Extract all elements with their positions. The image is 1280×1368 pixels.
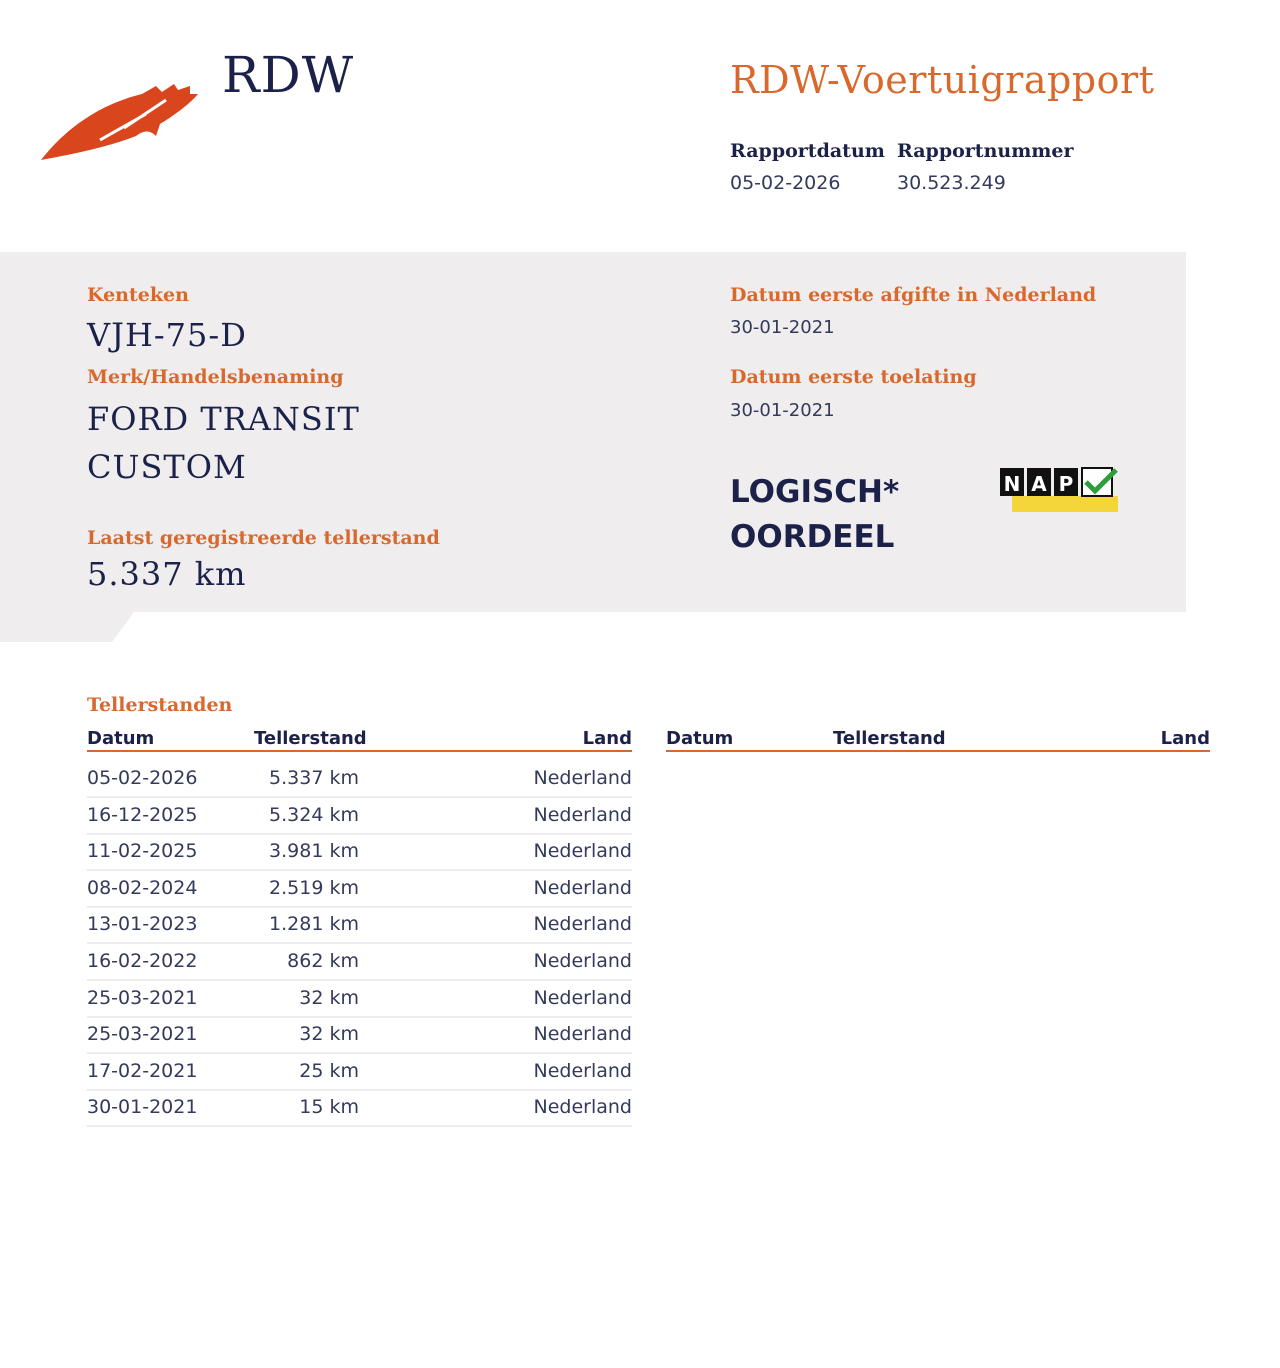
table-row <box>87 797 632 835</box>
odometer-value: 5.337 km <box>87 555 247 593</box>
row-date: 16-12-2025 <box>87 803 198 826</box>
report-date-value: 05-02-2026 <box>730 172 841 194</box>
row-country: Nederland <box>533 1023 632 1046</box>
plate-value: VJH-75-D <box>87 316 247 354</box>
make-value-line2: CUSTOM <box>87 448 247 486</box>
table-row <box>87 833 632 871</box>
col-header-date: Datum <box>87 728 155 749</box>
col-header-country-right: Land <box>1160 728 1210 749</box>
nap-verdict-line1: LOGISCH* <box>730 474 900 510</box>
brand-name: RDW <box>222 46 355 104</box>
col-header-reading: Tellerstand <box>254 728 367 749</box>
row-reading: 32 km <box>299 1023 359 1046</box>
row-date: 08-02-2024 <box>87 876 198 899</box>
row-reading: 2.519 km <box>269 876 359 899</box>
col-header-reading-right: Tellerstand <box>833 728 946 749</box>
col-header-country: Land <box>582 728 632 749</box>
rdw-feather-logo-icon <box>38 76 200 166</box>
row-date: 25-03-2021 <box>87 986 198 1009</box>
table-header-rule <box>87 750 632 752</box>
nap-letter-p: P <box>1058 472 1074 496</box>
nap-letter-n: N <box>1003 472 1021 496</box>
col-header-date-right: Datum <box>666 728 734 749</box>
odometer-table-title: Tellerstanden <box>87 694 233 716</box>
row-date: 05-02-2026 <box>87 767 198 789</box>
first-admission-label: Datum eerste toelating <box>730 366 977 388</box>
row-reading: 32 km <box>299 986 359 1009</box>
row-country: Nederland <box>533 1096 632 1119</box>
table-row <box>87 943 632 981</box>
table-header-rule-right <box>666 750 1210 752</box>
row-country: Nederland <box>533 803 632 826</box>
row-reading: 862 km <box>287 950 359 972</box>
row-date: 16-02-2022 <box>87 950 198 972</box>
row-reading: 3.981 km <box>269 840 359 863</box>
first-admission-value: 30-01-2021 <box>730 400 835 421</box>
report-date-label: Rapportdatum <box>730 140 885 162</box>
row-reading: 15 km <box>299 1096 359 1119</box>
first-issue-value: 30-01-2021 <box>730 317 835 338</box>
nap-logo-icon <box>998 466 1120 514</box>
odometer-label: Laatst geregistreerde tellerstand <box>87 527 440 549</box>
table-row <box>87 1053 632 1091</box>
table-row <box>87 760 632 798</box>
table-row <box>87 980 632 1018</box>
row-reading: 5.337 km <box>269 767 359 789</box>
row-date: 17-02-2021 <box>87 1059 198 1082</box>
row-country: Nederland <box>533 950 632 972</box>
row-date: 30-01-2021 <box>87 1096 198 1119</box>
nap-verdict-line2: OORDEEL <box>730 519 895 555</box>
row-date: 13-01-2023 <box>87 913 198 936</box>
row-country: Nederland <box>533 1059 632 1082</box>
row-date: 25-03-2021 <box>87 1023 198 1046</box>
row-country: Nederland <box>533 840 632 863</box>
row-reading: 25 km <box>299 1059 359 1082</box>
row-country: Nederland <box>533 876 632 899</box>
table-row <box>87 1089 632 1127</box>
row-reading: 1.281 km <box>269 913 359 936</box>
table-row <box>87 870 632 908</box>
first-issue-label: Datum eerste afgifte in Nederland <box>730 284 1097 306</box>
make-value-line1: FORD TRANSIT <box>87 400 360 438</box>
table-row <box>87 906 632 944</box>
report-title: RDW-Voertuigrapport <box>730 58 1155 102</box>
row-country: Nederland <box>533 767 632 789</box>
row-country: Nederland <box>533 913 632 936</box>
row-reading: 5.324 km <box>269 803 359 826</box>
make-label: Merk/Handelsbenaming <box>87 366 344 388</box>
report-number-label: Rapportnummer <box>897 140 1074 162</box>
row-date: 11-02-2025 <box>87 840 198 863</box>
plate-label: Kenteken <box>87 284 189 306</box>
nap-letter-a: A <box>1031 472 1047 496</box>
table-row <box>87 1016 632 1054</box>
report-number-value: 30.523.249 <box>897 172 1006 194</box>
row-country: Nederland <box>533 986 632 1009</box>
nap-verdict <box>730 470 899 560</box>
